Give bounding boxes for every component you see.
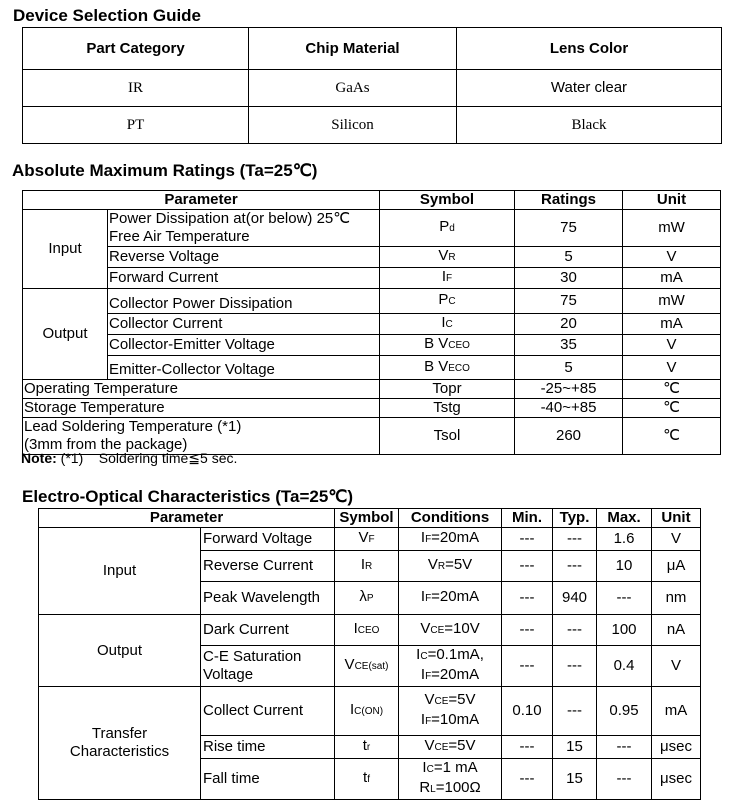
value-cell: 20: [515, 314, 623, 335]
note-label: Note:: [21, 450, 57, 466]
value-cell: 5: [515, 356, 623, 380]
symbol-cell: [335, 528, 399, 551]
table-header-row: [23, 28, 722, 70]
value-cell: 75: [515, 289, 623, 314]
symbol-cell: [335, 551, 399, 582]
symbol: λ: [359, 588, 367, 605]
value-cell: -40~+85: [515, 399, 623, 418]
group-transfer: [39, 687, 201, 800]
table-row: [23, 210, 721, 247]
symbol-sub: C: [445, 319, 453, 330]
header-typ: Typ.: [553, 509, 597, 528]
unit-cell: mA: [652, 687, 701, 736]
unit-cell: mW: [623, 210, 721, 247]
symbol-sub: ECO: [448, 362, 470, 374]
param-line: Voltage: [203, 666, 254, 683]
table-header-row: [39, 509, 701, 528]
param-cell: Fall time: [201, 759, 335, 800]
table-row: [23, 399, 721, 418]
symbol-cell: [380, 268, 515, 289]
value-cell: 5: [515, 247, 623, 268]
symbol-cell: [380, 247, 515, 268]
cond-sub: L: [430, 784, 436, 795]
conditions-cell: [399, 615, 502, 646]
symbol: t: [362, 737, 367, 754]
conditions-cell: [399, 687, 502, 736]
max-cell: ---: [597, 582, 652, 615]
param-cell: Emitter-Collector Voltage: [108, 356, 380, 380]
cond-sub: R: [437, 561, 446, 572]
symbol-sub: d: [449, 223, 455, 234]
table-row: [23, 380, 721, 399]
cond-text: =20mA: [431, 666, 480, 683]
unit-cell: mW: [623, 289, 721, 314]
symbol-sub: R: [448, 252, 456, 263]
unit-cell: mA: [623, 268, 721, 289]
amr-table: [22, 190, 721, 455]
value-cell: -25~+85: [515, 380, 623, 399]
unit-cell: nm: [652, 582, 701, 615]
min-cell: ---: [502, 528, 553, 551]
symbol-sub: F: [446, 273, 453, 284]
value-cell: 30: [515, 268, 623, 289]
min-cell: 0.10: [502, 687, 553, 736]
table-row: [39, 615, 701, 646]
note: [21, 450, 237, 467]
note-text: Soldering time≦5 sec.: [98, 450, 238, 466]
cond-sub: F: [425, 593, 432, 604]
header-symbol: Symbol: [335, 509, 399, 528]
cond: V: [424, 691, 435, 708]
symbol-cell: [335, 646, 399, 687]
symbol: B V: [424, 335, 449, 352]
cond-text: =10mA: [431, 711, 480, 728]
symbol: t: [363, 769, 368, 786]
table-row: [23, 335, 721, 356]
unit-cell: V: [623, 247, 721, 268]
min-cell: ---: [502, 582, 553, 615]
cond-text: =20mA: [431, 529, 480, 546]
max-cell: 1.6: [597, 528, 652, 551]
cond-sub: C: [420, 651, 428, 662]
eo-title: Electro-Optical Characteristics (Ta=25℃): [22, 487, 354, 506]
header-unit: Unit: [623, 191, 721, 210]
cond-text: =5V: [448, 691, 476, 708]
symbol-sub: CEO: [448, 340, 470, 351]
min-cell: ---: [502, 759, 553, 800]
symbol-cell: [380, 314, 515, 335]
param-line: C-E Saturation: [203, 648, 302, 665]
unit-cell: μsec: [652, 736, 701, 759]
param-cell: Forward Current: [108, 268, 380, 289]
symbol: P: [438, 291, 449, 308]
symbol-cell: [335, 582, 399, 615]
cond-text: =10V: [444, 620, 480, 637]
param-cell: Rise time: [201, 736, 335, 759]
cond-sub: CE: [434, 696, 449, 707]
symbol-sub: f: [367, 774, 370, 785]
table-row: [23, 70, 722, 107]
symbol: V: [344, 656, 355, 673]
param-cell: Operating Temperature: [23, 380, 380, 399]
symbol-cell: Tsol: [380, 418, 515, 455]
table-row: [23, 289, 721, 314]
cond: V: [420, 620, 431, 637]
cond-text: =0.1mA,: [427, 646, 484, 663]
param-line: Power Dissipation at(or below) 25℃: [109, 210, 351, 227]
max-cell: ---: [597, 759, 652, 800]
cond-sub: F: [425, 534, 432, 545]
conditions-cell: [399, 736, 502, 759]
symbol: I: [360, 556, 365, 573]
param-cell: [201, 646, 335, 687]
param-line: Lead Soldering Temperature (*1): [24, 418, 242, 435]
header-lens-color: Lens Color: [457, 28, 722, 70]
conditions-cell: [399, 759, 502, 800]
table-cell: Water clear: [457, 70, 722, 107]
param-cell: Forward Voltage: [201, 528, 335, 551]
value-cell: 75: [515, 210, 623, 247]
cond-sub: F: [425, 671, 432, 682]
symbol: V: [358, 529, 369, 546]
header-parameter: Parameter: [23, 191, 380, 210]
device-selection-title: Device Selection Guide: [13, 6, 202, 25]
typ-cell: ---: [553, 687, 597, 736]
table-cell: Silicon: [249, 107, 457, 144]
param-cell: Peak Wavelength: [201, 582, 335, 615]
conditions-cell: [399, 528, 502, 551]
symbol-sub: R: [364, 561, 373, 572]
cond: I: [420, 588, 426, 605]
symbol: V: [438, 247, 449, 264]
param-cell: Storage Temperature: [23, 399, 380, 418]
cond: R: [419, 779, 431, 796]
value-cell: 260: [515, 418, 623, 455]
symbol: I: [441, 314, 446, 331]
symbol-sub: r: [366, 742, 371, 753]
param-cell: Collector Power Dissipation: [108, 289, 380, 314]
header-min: Min.: [502, 509, 553, 528]
unit-cell: nA: [652, 615, 701, 646]
cond-sub: CE: [434, 742, 449, 753]
table-row: [23, 356, 721, 380]
unit-cell: μA: [652, 551, 701, 582]
note-ref: (*1): [60, 450, 84, 466]
param-cell: Collector Current: [108, 314, 380, 335]
unit-cell: V: [652, 528, 701, 551]
max-cell: 0.95: [597, 687, 652, 736]
param-cell: [108, 210, 380, 247]
min-cell: ---: [502, 615, 553, 646]
header-max: Max.: [597, 509, 652, 528]
typ-cell: ---: [553, 615, 597, 646]
param-cell: Collect Current: [201, 687, 335, 736]
cond-sub: CE: [430, 625, 445, 636]
table-cell: IR: [23, 70, 249, 107]
header-unit: Unit: [652, 509, 701, 528]
unit-cell: ℃: [623, 418, 721, 455]
group-input: Input: [39, 528, 201, 615]
max-cell: 100: [597, 615, 652, 646]
table-row: [23, 418, 721, 455]
amr-title: Absolute Maximum Ratings (Ta=25℃): [12, 161, 318, 180]
unit-cell: ℃: [623, 399, 721, 418]
symbol-cell: [380, 210, 515, 247]
param-cell: Reverse Current: [201, 551, 335, 582]
group-input: Input: [23, 210, 108, 289]
table-cell: GaAs: [249, 70, 457, 107]
cond-text: =1 mA: [433, 759, 478, 776]
param-cell: [23, 418, 380, 455]
symbol-cell: Tstg: [380, 399, 515, 418]
typ-cell: 15: [553, 736, 597, 759]
cond: I: [422, 759, 427, 776]
table-cell: Black: [457, 107, 722, 144]
min-cell: ---: [502, 736, 553, 759]
param-line: Free Air Temperature: [109, 228, 250, 245]
param-cell: Reverse Voltage: [108, 247, 380, 268]
group-line: Transfer: [91, 725, 148, 742]
max-cell: 10: [597, 551, 652, 582]
cond: I: [420, 529, 426, 546]
symbol-sub: C: [448, 296, 456, 307]
cond-text: =20mA: [431, 588, 480, 605]
cond: V: [427, 556, 438, 573]
param-line: (3mm from the package): [24, 436, 188, 453]
symbol-sub: C(ON): [354, 706, 384, 717]
eo-table: [38, 508, 701, 800]
table-row: [23, 268, 721, 289]
symbol-sub: F: [368, 534, 375, 545]
table-row: [23, 247, 721, 268]
symbol: I: [349, 701, 355, 718]
symbol: P: [439, 218, 450, 235]
param-cell: Dark Current: [201, 615, 335, 646]
typ-cell: 15: [553, 759, 597, 800]
table-row: [39, 687, 701, 736]
device-selection-table: [22, 27, 722, 144]
typ-cell: ---: [553, 528, 597, 551]
cond-sub: C: [426, 764, 434, 775]
symbol-cell: [335, 615, 399, 646]
value-cell: 35: [515, 335, 623, 356]
table-row: [23, 107, 722, 144]
typ-cell: ---: [553, 551, 597, 582]
unit-cell: V: [623, 335, 721, 356]
table-row: [23, 314, 721, 335]
table-row: [39, 528, 701, 551]
header-part-category: Part Category: [23, 28, 249, 70]
symbol-cell: [380, 289, 515, 314]
unit-cell: V: [652, 646, 701, 687]
symbol: I: [353, 620, 358, 637]
max-cell: 0.4: [597, 646, 652, 687]
header-chip-material: Chip Material: [249, 28, 457, 70]
unit-cell: mA: [623, 314, 721, 335]
table-cell: PT: [23, 107, 249, 144]
min-cell: ---: [502, 551, 553, 582]
group-output: Output: [39, 615, 201, 687]
header-ratings: Ratings: [515, 191, 623, 210]
max-cell: ---: [597, 736, 652, 759]
cond: V: [424, 737, 435, 754]
symbol-cell: [335, 759, 399, 800]
param-cell: Collector-Emitter Voltage: [108, 335, 380, 356]
unit-cell: ℃: [623, 380, 721, 399]
symbol: B V: [424, 357, 449, 375]
symbol-sub: CE(sat): [354, 661, 389, 672]
min-cell: ---: [502, 646, 553, 687]
cond: I: [420, 666, 426, 683]
cond-text: =5V: [445, 556, 473, 573]
symbol-sub: P: [366, 593, 374, 604]
table-header-row: [23, 191, 721, 210]
symbol-sub: CEO: [357, 625, 380, 636]
group-line: Characteristics: [69, 743, 170, 760]
typ-cell: 940: [553, 582, 597, 615]
cond: I: [420, 711, 426, 728]
header-symbol: Symbol: [380, 191, 515, 210]
conditions-cell: [399, 551, 502, 582]
cond: I: [416, 646, 421, 663]
symbol-cell: [380, 356, 515, 380]
unit-cell: μsec: [652, 759, 701, 800]
unit-cell: V: [623, 356, 721, 380]
symbol-cell: Topr: [380, 380, 515, 399]
group-output: Output: [23, 289, 108, 380]
cond-text: =100Ω: [435, 779, 481, 796]
symbol-cell: [335, 687, 399, 736]
conditions-cell: [399, 646, 502, 687]
symbol-cell: [380, 335, 515, 356]
header-parameter: Parameter: [39, 509, 335, 528]
header-conditions: Conditions: [399, 509, 502, 528]
cond-sub: F: [425, 716, 432, 727]
typ-cell: ---: [553, 646, 597, 687]
symbol: I: [441, 268, 447, 285]
symbol-cell: [335, 736, 399, 759]
conditions-cell: [399, 582, 502, 615]
cond-text: =5V: [448, 737, 476, 754]
